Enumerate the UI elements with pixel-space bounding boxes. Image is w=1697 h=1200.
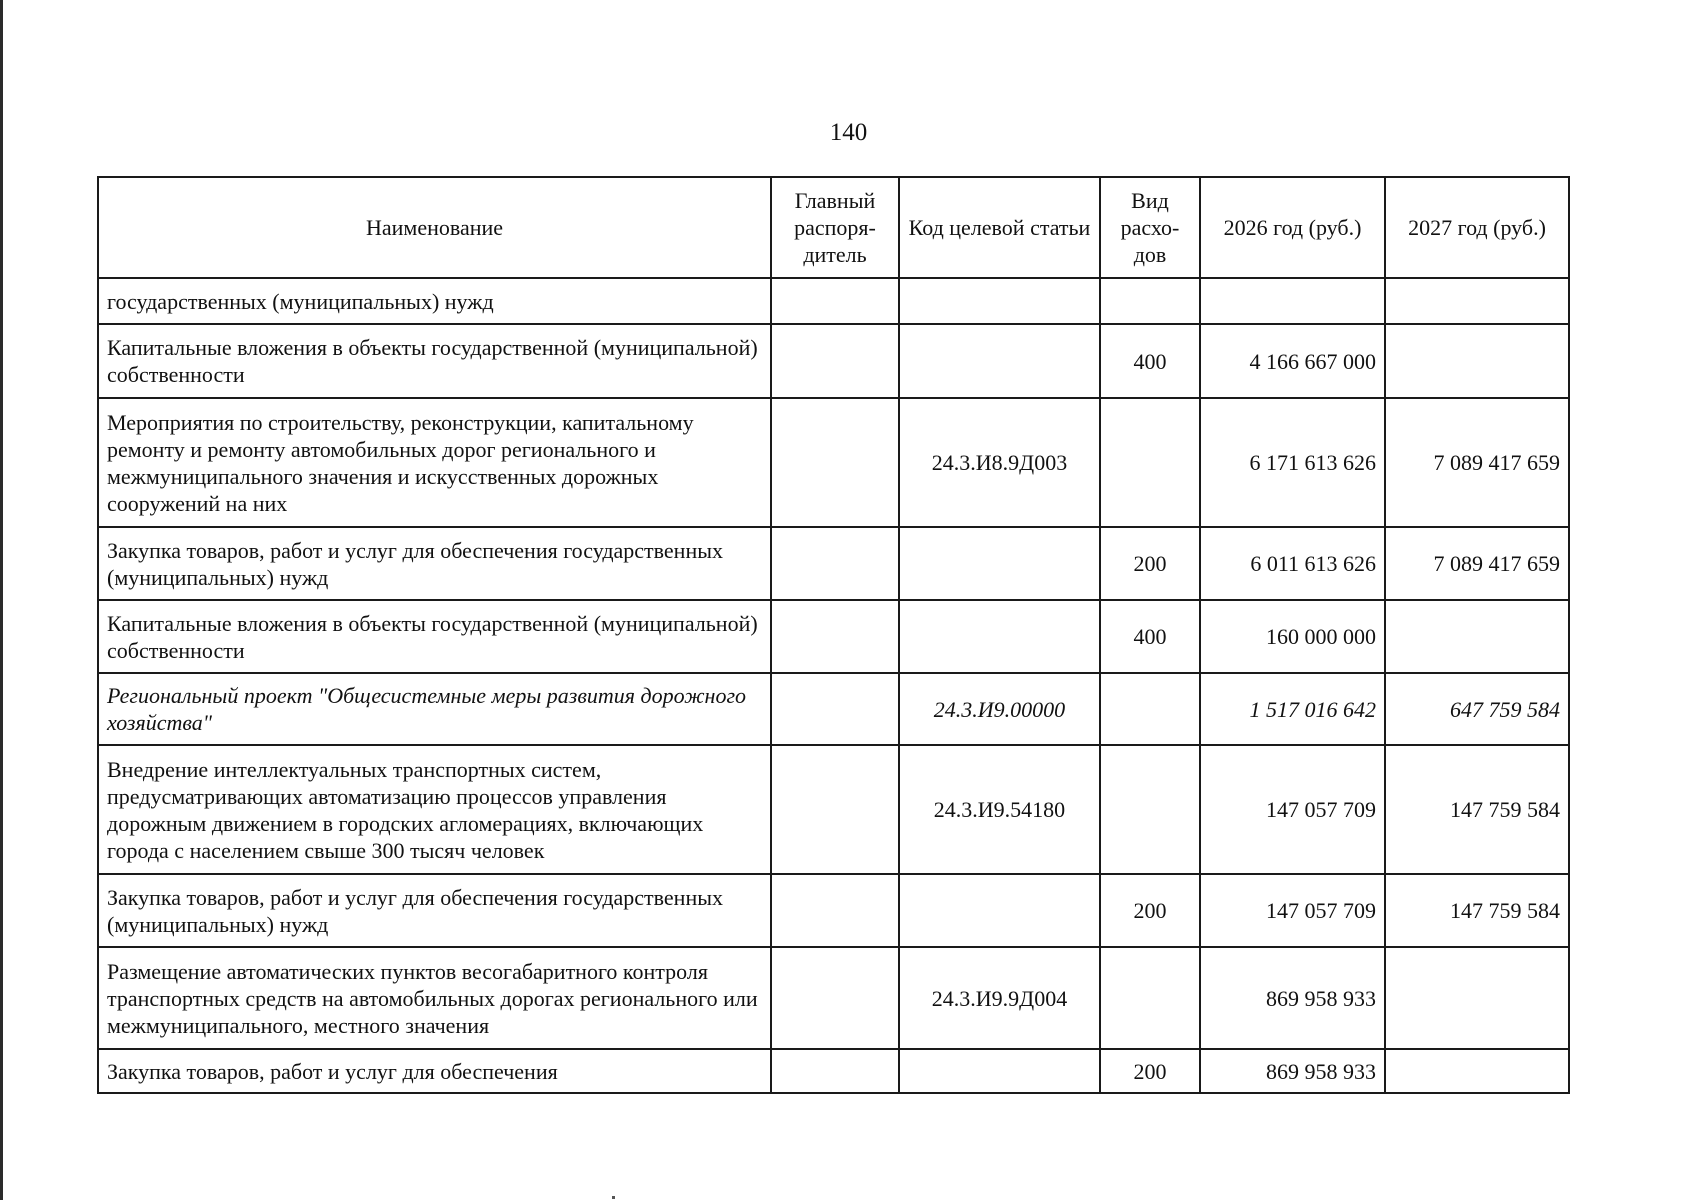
row-name: Капитальные вложения в объекты государственной (муниципальной) собственности: [98, 324, 771, 398]
table-row: [98, 398, 1569, 527]
row-name: Закупка товаров, работ и услуг для обеспечения государственных (муниципальных) нужд: [98, 874, 771, 947]
row-value-2027: 147 759 584: [1385, 745, 1569, 874]
row-manager: [771, 600, 899, 673]
row-code: 24.3.И8.9Д003: [899, 398, 1100, 527]
row-expense-type: 200: [1100, 527, 1200, 600]
row-value-2027: [1385, 1049, 1569, 1093]
row-expense-type: 200: [1100, 1049, 1200, 1093]
row-expense-type: 200: [1100, 874, 1200, 947]
row-code: [899, 527, 1100, 600]
row-expense-type: 400: [1100, 600, 1200, 673]
table-row: [98, 600, 1569, 673]
row-code: 24.3.И9.9Д004: [899, 947, 1100, 1049]
row-name: Размещение автоматических пунктов весогабаритного контроля транспортных средств на автомобильных дорогах регионального или межмуниципального, местного значения: [98, 947, 771, 1049]
row-value-2027: [1385, 600, 1569, 673]
header-year-2027: 2027 год (руб.): [1385, 177, 1569, 278]
row-value-2026: 6 011 613 626: [1200, 527, 1385, 600]
header-year-2026: 2026 год (руб.): [1200, 177, 1385, 278]
row-expense-type: [1100, 947, 1200, 1049]
row-manager: [771, 745, 899, 874]
header-name: Наименование: [98, 177, 771, 278]
table-row-regional-project: [98, 673, 1569, 745]
row-code: 24.3.И9.54180: [899, 745, 1100, 874]
row-manager: [771, 947, 899, 1049]
table-row: [98, 874, 1569, 947]
row-value-2027: [1385, 947, 1569, 1049]
row-expense-type: 400: [1100, 324, 1200, 398]
row-value-2026: [1200, 278, 1385, 324]
row-manager: [771, 398, 899, 527]
row-manager: [771, 673, 899, 745]
row-expense-type: [1100, 745, 1200, 874]
row-code: [899, 1049, 1100, 1093]
row-manager: [771, 1049, 899, 1093]
row-code: [899, 324, 1100, 398]
row-name: Внедрение интеллектуальных транспортных систем, предусматривающих автоматизацию процессов управления дорожным движением в городских агломерациях, включающих города с населением свыше 300 тысяч человек: [98, 745, 771, 874]
scan-mark: [612, 1196, 615, 1199]
row-value-2027: [1385, 324, 1569, 398]
row-expense-type: [1100, 398, 1200, 527]
row-value-2026: 147 057 709: [1200, 745, 1385, 874]
row-expense-type: [1100, 278, 1200, 324]
row-value-2027: 7 089 417 659: [1385, 398, 1569, 527]
row-value-2026: 869 958 933: [1200, 1049, 1385, 1093]
table-row: [98, 947, 1569, 1049]
row-value-2026: 147 057 709: [1200, 874, 1385, 947]
row-value-2027: 7 089 417 659: [1385, 527, 1569, 600]
row-manager: [771, 874, 899, 947]
row-value-2027: [1385, 278, 1569, 324]
row-value-2026: 869 958 933: [1200, 947, 1385, 1049]
row-name: Региональный проект "Общесистемные меры развития дорожного хозяйства": [98, 673, 771, 745]
row-value-2027: 147 759 584: [1385, 874, 1569, 947]
row-code: [899, 278, 1100, 324]
row-value-2026: 160 000 000: [1200, 600, 1385, 673]
row-manager: [771, 324, 899, 398]
row-value-2027: 647 759 584: [1385, 673, 1569, 745]
row-expense-type: [1100, 673, 1200, 745]
row-name: государственных (муниципальных) нужд: [98, 278, 771, 324]
table-row: [98, 324, 1569, 398]
row-value-2026: 1 517 016 642: [1200, 673, 1385, 745]
row-code: [899, 600, 1100, 673]
row-code: [899, 874, 1100, 947]
row-value-2026: 4 166 667 000: [1200, 324, 1385, 398]
header-expense-type: Вид расхо-дов: [1100, 177, 1200, 278]
row-manager: [771, 278, 899, 324]
header-target-code: Код целевой статьи: [899, 177, 1100, 278]
scan-edge: [0, 0, 3, 1200]
row-value-2026: 6 171 613 626: [1200, 398, 1385, 527]
row-manager: [771, 527, 899, 600]
table-row: [98, 527, 1569, 600]
budget-table: [97, 176, 1570, 1094]
row-code: 24.3.И9.00000: [899, 673, 1100, 745]
table-header-row: [98, 177, 1569, 278]
table-row: [98, 1049, 1569, 1093]
header-main-manager: Главный распоря-дитель: [771, 177, 899, 278]
row-name: Мероприятия по строительству, реконструкции, капитальному ремонту и ремонту автомобильных дорог регионального и межмуниципального значения и искусственных дорожных сооружений на них: [98, 398, 771, 527]
table-row: [98, 745, 1569, 874]
page-number: 140: [829, 119, 868, 146]
row-name: Закупка товаров, работ и услуг для обеспечения: [98, 1049, 771, 1093]
row-name: Закупка товаров, работ и услуг для обеспечения государственных (муниципальных) нужд: [98, 527, 771, 600]
table-row: [98, 278, 1569, 324]
row-name: Капитальные вложения в объекты государственной (муниципальной) собственности: [98, 600, 771, 673]
